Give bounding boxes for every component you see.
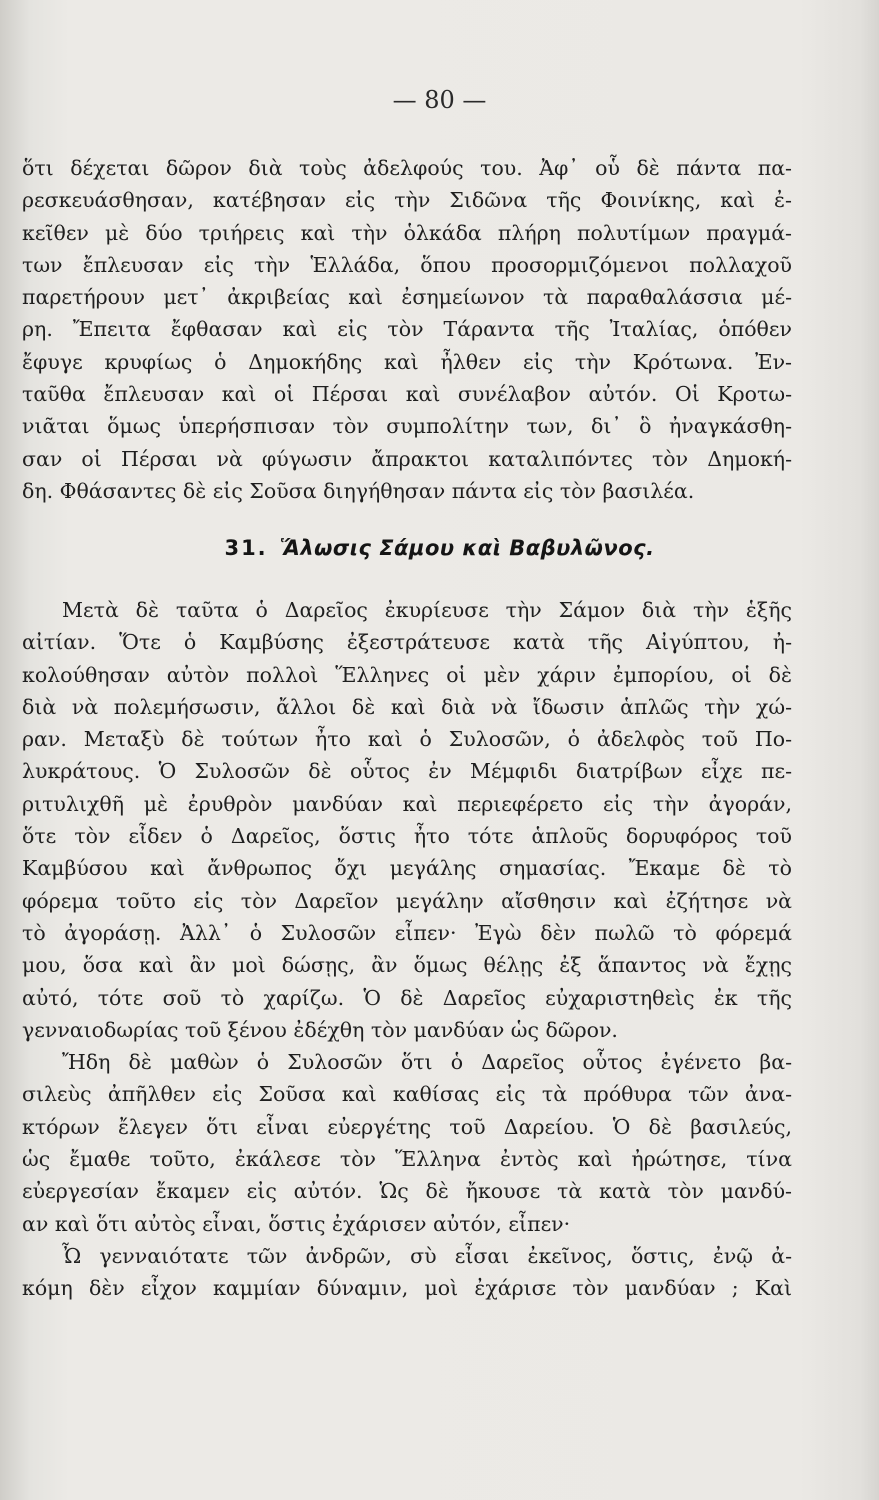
text-line: λυκράτους. Ὁ Συλοσῶν δὲ οὗτος ἐν Μέμφιδι διατρίβων εἶχε πε- xyxy=(22,759,792,784)
text-line: γενναιοδωρίας τοῦ ξένου ἐδέχθη τὸν μανδύαν ὡς δῶρον. xyxy=(22,1017,618,1042)
text-line: ὅτι δέχεται δῶρον διὰ τοὺς ἀδελφούς του. Ἀφ᾽ οὗ δὲ πάντα πα- xyxy=(22,156,792,180)
text-line: κεῖθεν μὲ δύο τριήρεις καὶ τὴν ὁλκάδα πλήρη πολυτίμων πραγμά- xyxy=(22,220,792,245)
paragraph-top xyxy=(22,152,792,507)
text-line: Καμβύσου καὶ ἄνθρωπος ὄχι μεγάλης σημασίας. Ἔκαμε δὲ τὸ xyxy=(22,856,792,881)
section-title: Ἅλωσις Σάμου καὶ Βαβυλῶνος. xyxy=(279,536,655,560)
paragraph-bottom xyxy=(22,594,792,1305)
text-line: ρεσκευάσθησαν, κατέβησαν εἰς τὴν Σιδῶνα τῆς Φοινίκης, καὶ ἐ- xyxy=(22,188,792,213)
text-line: ἔφυγε κρυφίως ὁ Δημοκήδης καὶ ἦλθεν εἰς τὴν Κρότωνα. Ἐν- xyxy=(22,349,792,374)
text-line: σαν οἱ Πέρσαι νὰ φύγωσιν ἄπρακτοι καταλιπόντες τὸν Δημοκή- xyxy=(22,446,792,471)
text-line: διὰ νὰ πολεμήσωσιν, ἄλλοι δὲ καὶ διὰ νὰ ἴδωσιν ἁπλῶς τὴν χώ- xyxy=(22,694,792,719)
text-line: αὐτό, τότε σοῦ τὸ χαρίζω. Ὁ δὲ Δαρεῖος εὐχαριστηθεὶς ἐκ τῆς xyxy=(22,985,792,1010)
section-heading xyxy=(0,536,879,560)
text-line: μου, ὅσα καὶ ἂν μοὶ δώσῃς, ἂν ὅμως θέλῃς ἐξ ἅπαντος νὰ ἔχῃς xyxy=(22,953,792,978)
text-line: παρετήρουν μετ᾽ ἀκριβείας καὶ ἐσημείωνον τὰ παραθαλάσσια μέ- xyxy=(22,285,792,310)
text-line: σιλεὺς ἀπῆλθεν εἰς Σοῦσα καὶ καθίσας εἰς τὰ πρόθυρα τῶν ἀνα- xyxy=(22,1082,792,1107)
text-line: εὐεργεσίαν ἔκαμεν εἰς αὐτόν. Ὡς δὲ ἤκουσε τὰ κατὰ τὸν μανδύ- xyxy=(22,1179,792,1204)
text-line: των ἔπλευσαν εἰς τὴν Ἑλλάδα, ὅπου προσορμιζόμενοι πολλαχοῦ xyxy=(22,252,792,277)
text-line: φόρεμα τοῦτο εἰς τὸν Δαρεῖον μεγάλην αἴσθησιν καὶ ἐζήτησε νὰ xyxy=(22,888,792,913)
text-line: ρη. Ἔπειτα ἔφθασαν καὶ εἰς τὸν Τάραντα τῆς Ἰταλίας, ὁπόθεν xyxy=(22,317,792,342)
text-line: νιᾶται ὅμως ὑπερήσπισαν τὸν συμπολίτην των, δι᾽ ὃ ἠναγκάσθη- xyxy=(22,414,792,439)
text-line: ὡς ἔμαθε τοῦτο, ἐκάλεσε τὸν Ἕλληνα ἐντὸς καὶ ἠρώτησε, τίνα xyxy=(22,1147,792,1172)
page-number: — 80 — xyxy=(392,86,487,114)
text-line: Ὦ γενναιότατε τῶν ἀνδρῶν, σὺ εἶσαι ἐκεῖνος, ὅστις, ἐνῷ ἀ- xyxy=(62,1243,792,1268)
text-line: τὸ ἀγοράσῃ. Ἀλλ᾽ ὁ Συλοσῶν εἶπεν· Ἐγὼ δὲν πωλῶ τὸ φόρεμά xyxy=(22,920,792,945)
text-line: κτόρων ἔλεγεν ὅτι εἶναι εὐεργέτης τοῦ Δαρείου. Ὁ δὲ βασιλεύς, xyxy=(22,1114,792,1139)
text-line: δη. Φθάσαντες δὲ εἰς Σοῦσα διηγήθησαν πάντα εἰς τὸν βασιλέα. xyxy=(22,478,695,503)
text-line: κόμη δὲν εἶχον καμμίαν δύναμιν, μοὶ ἐχάρισε τὸν μανδύαν ; Καὶ xyxy=(22,1276,792,1301)
text-line: ριτυλιχθῆ μὲ ἐρυθρὸν μανδύαν καὶ περιεφέρετο εἰς τὴν ἀγοράν, xyxy=(22,791,792,816)
section-number: 31. xyxy=(224,536,268,560)
text-line: ὅτε τὸν εἶδεν ὁ Δαρεῖος, ὅστις ἦτο τότε ἁπλοῦς δορυφόρος τοῦ xyxy=(22,824,792,849)
text-line: Ἤδη δὲ μαθὼν ὁ Συλοσῶν ὅτι ὁ Δαρεῖος οὗτος ἐγένετο βα- xyxy=(62,1050,792,1075)
text-line: Μετὰ δὲ ταῦτα ὁ Δαρεῖος ἐκυρίευσε τὴν Σάμον διὰ τὴν ἑξῆς xyxy=(62,598,792,622)
text-line: ταῦθα ἔπλευσαν καὶ οἱ Πέρσαι καὶ συνέλαβον αὐτόν. Οἱ Κροτω- xyxy=(22,382,792,407)
text-line: αν καὶ ὅτι αὐτὸς εἶναι, ὅστις ἐχάρισεν αὐτόν, εἶπεν· xyxy=(22,1211,571,1236)
text-line: ραν. Μεταξὺ δὲ τούτων ἦτο καὶ ὁ Συλοσῶν, ὁ ἀδελφὸς τοῦ Πο- xyxy=(22,727,792,752)
text-line: κολούθησαν αὐτὸν πολλοὶ Ἕλληνες οἱ μὲν χάριν ἐμπορίου, οἱ δὲ xyxy=(22,662,792,687)
text-line: αἰτίαν. Ὅτε ὁ Καμβύσης ἐξεστράτευσε κατὰ τῆς Αἰγύπτου, ἠ- xyxy=(22,630,792,655)
